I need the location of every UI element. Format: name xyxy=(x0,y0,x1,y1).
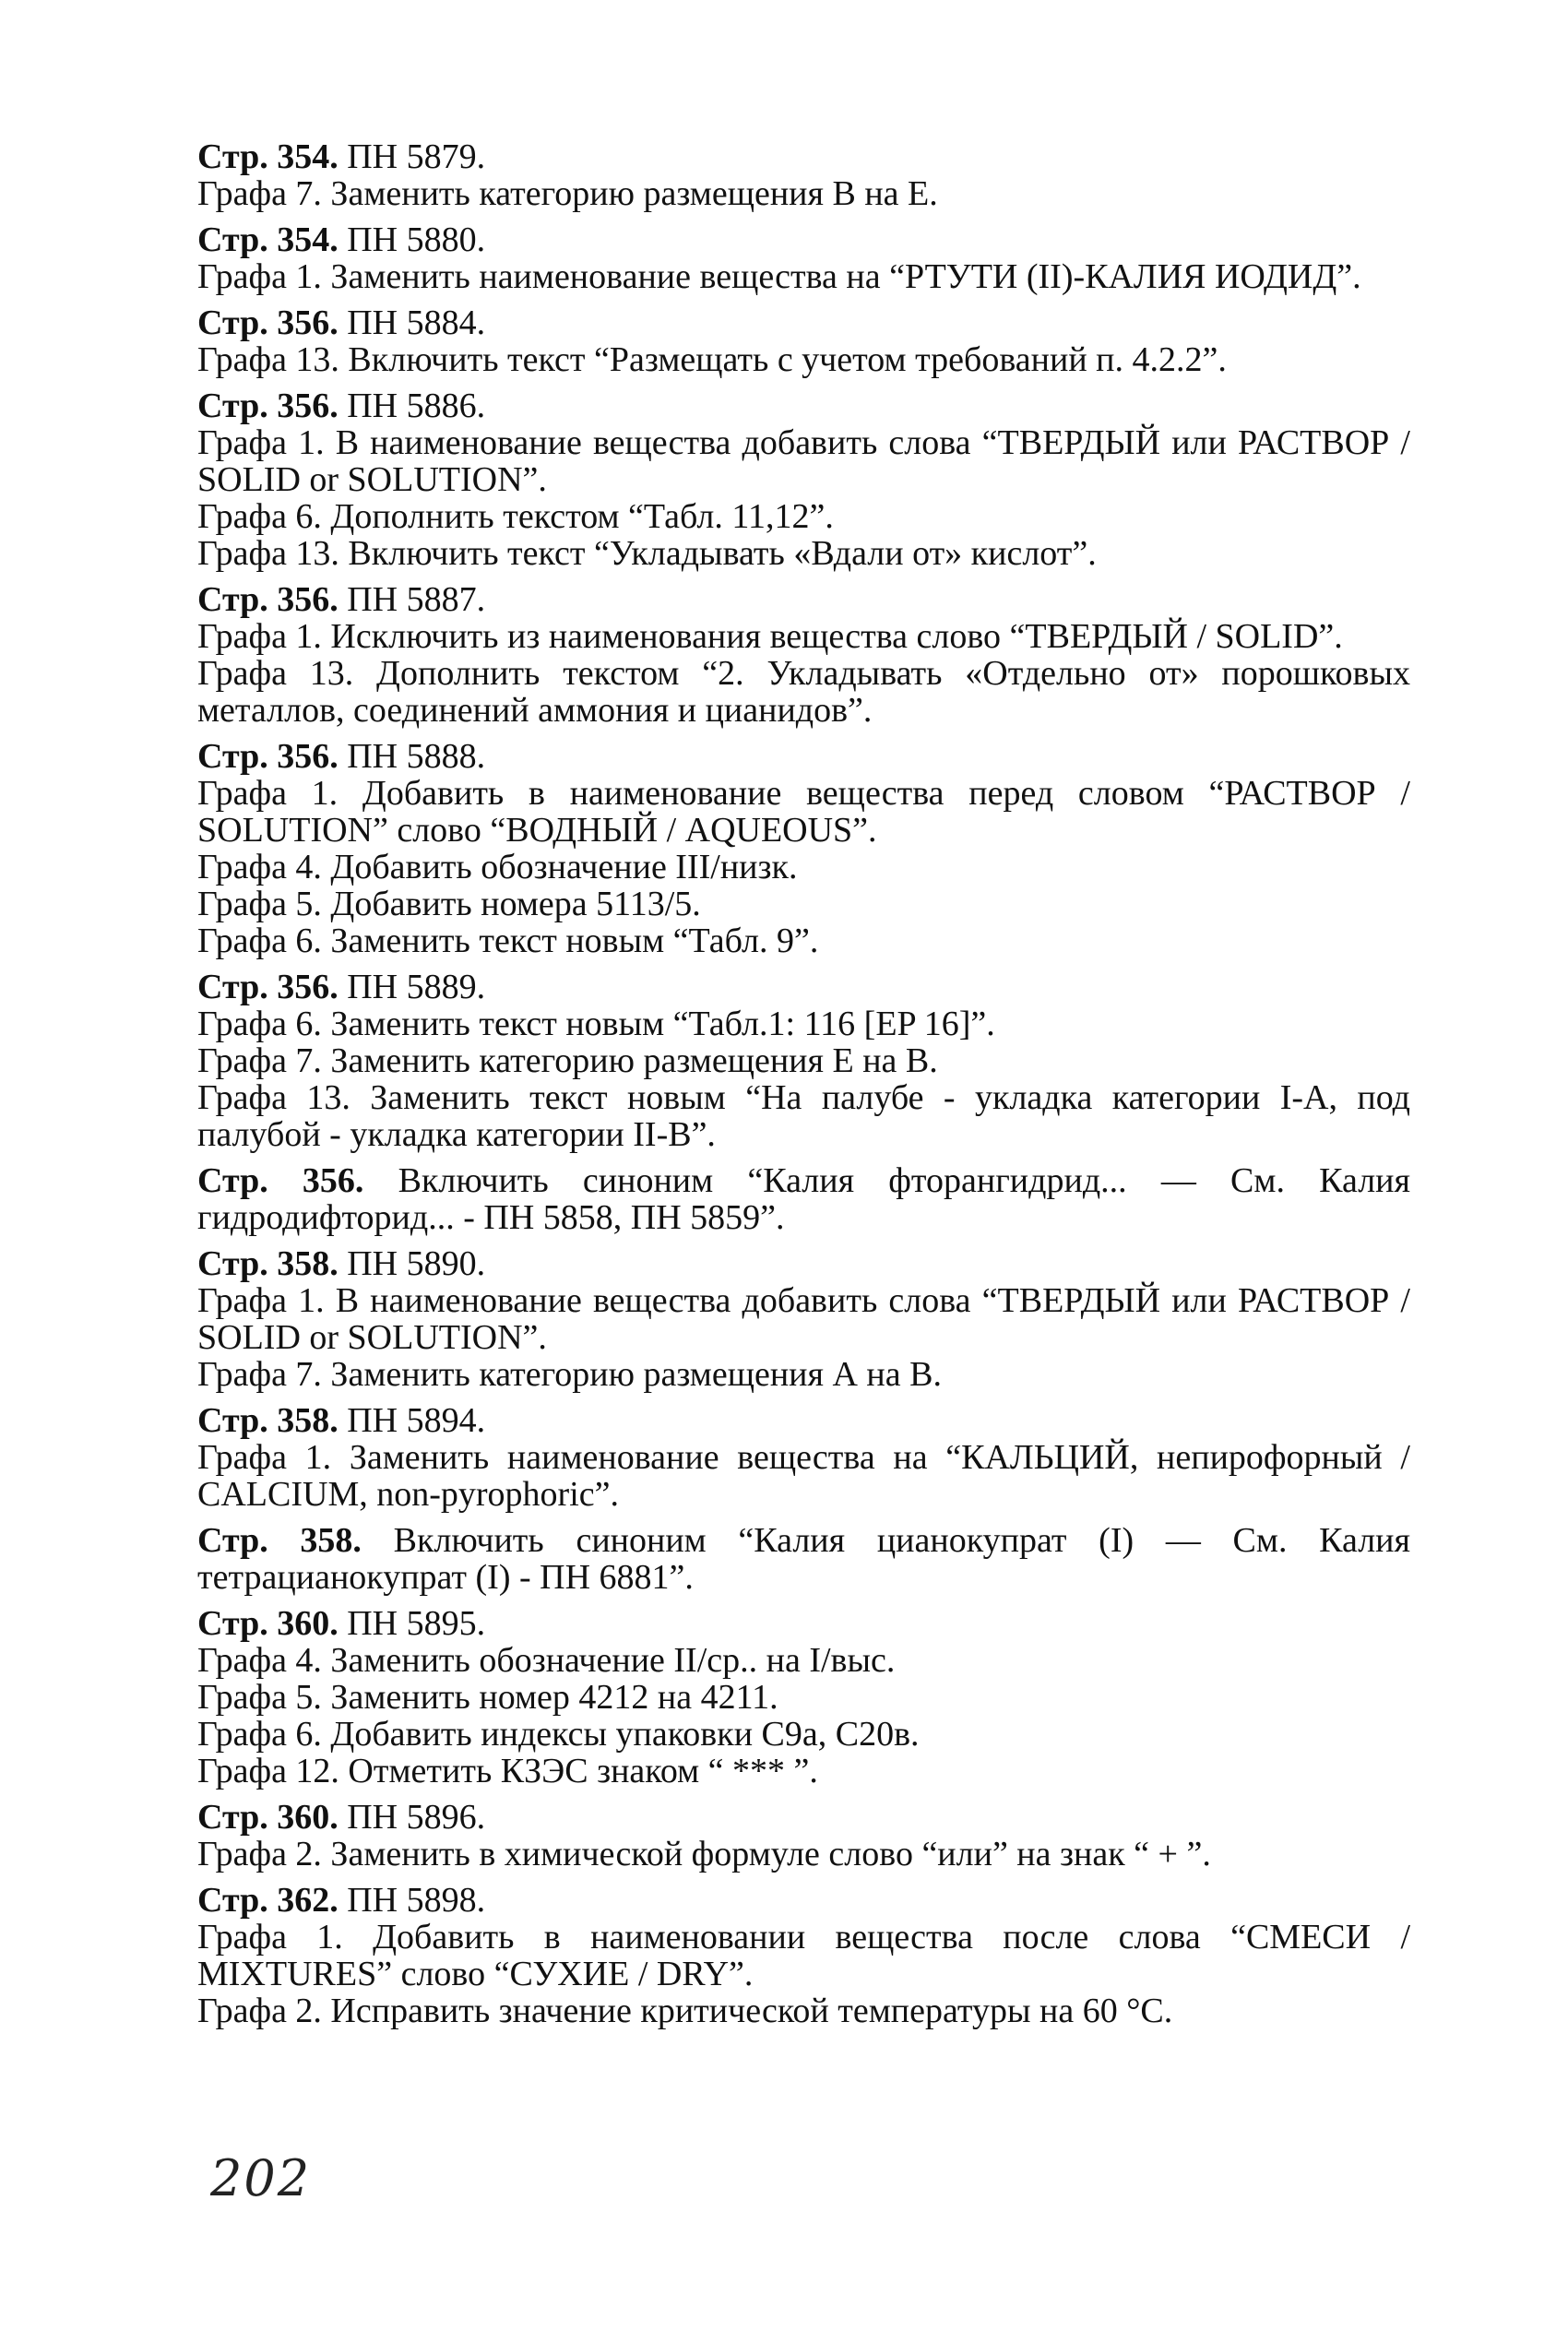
amendment-entry xyxy=(197,1882,1410,2029)
amendment-entry xyxy=(197,738,1410,959)
page-reference: Стр. 358. xyxy=(197,1401,339,1440)
column-instruction: Графа 7. Заменить категорию размещения Е на В. xyxy=(197,1041,938,1080)
column-instruction: Графа 6. Заменить текст новым “Табл.1: 116 [EP 16]”. xyxy=(197,1005,995,1043)
entry-reference: ПН 5898. xyxy=(338,1881,486,1920)
column-instruction: Графа 5. Добавить номера 5113/5. xyxy=(197,885,701,923)
column-instruction: Графа 13. Включить текст “Размещать с учетом требований п. 4.2.2”. xyxy=(197,340,1227,379)
column-instruction: Графа 1. В наименование вещества добавить слова “ТВЕРДЫЙ или РАСТВОР / SOLID or SOLUTION”. xyxy=(197,423,1410,499)
amendment-entry xyxy=(197,1402,1410,1513)
amendment-entry xyxy=(197,138,1410,212)
amendment-entry xyxy=(197,1162,1410,1236)
entry-heading xyxy=(197,969,1410,1005)
column-instruction: Графа 2. Заменить в химической формуле слово “или” на знак “ + ”. xyxy=(197,1835,1211,1873)
entry-reference: Включить синоним “Калия фторангидрид... — См. Калия гидродифторид... - ПН 5858, ПН 5859”. xyxy=(197,1161,1410,1237)
page-reference: Стр. 356. xyxy=(197,580,339,619)
entry-heading xyxy=(197,1799,1410,1836)
handwritten-page-number: 202 xyxy=(210,2149,312,2207)
entry-heading xyxy=(197,138,1410,175)
entry-reference: ПН 5886. xyxy=(338,387,486,425)
entry-reference: ПН 5887. xyxy=(338,580,486,619)
column-instruction: Графа 13. Дополнить текстом “2. Укладывать «Отдельно от» порошковых металлов, соединений аммония и цианидов”. xyxy=(197,654,1410,730)
amendment-entry xyxy=(197,581,1410,729)
column-instruction: Графа 1. Заменить наименование вещества на “РТУТИ (II)-КАЛИЯ ИОДИД”. xyxy=(197,257,1361,296)
page-reference: Стр. 360. xyxy=(197,1798,339,1837)
column-instruction: Графа 6. Заменить текст новым “Табл. 9”. xyxy=(197,922,819,960)
entry-reference: ПН 5895. xyxy=(338,1604,486,1643)
column-instruction: Графа 7. Заменить категорию размещения А на В. xyxy=(197,1355,942,1394)
entry-heading xyxy=(197,738,1410,775)
page-reference: Стр. 356. xyxy=(197,387,339,425)
column-instruction: Графа 1. Добавить в наименовании вещества после слова “СМЕСИ / MIXTURES” слово “СУХИЕ / DRY”. xyxy=(197,1918,1410,1993)
column-instruction: Графа 2. Исправить значение критической температуры на 60 °С. xyxy=(197,1992,1173,2030)
entry-reference: ПН 5894. xyxy=(338,1401,486,1440)
page-reference: Стр. 358. xyxy=(197,1244,339,1283)
entry-reference: Включить синоним “Калия цианокупрат (I) — См. Калия тетрацианокупрат (I) - ПН 6881”. xyxy=(197,1521,1410,1597)
document-body xyxy=(197,138,1410,2039)
page-reference: Стр. 362. xyxy=(197,1881,339,1920)
entry-heading xyxy=(197,221,1410,258)
entry-heading xyxy=(197,387,1410,424)
entry-reference: ПН 5896. xyxy=(338,1798,486,1837)
entry-reference: ПН 5888. xyxy=(338,737,486,776)
page-reference: Стр. 360. xyxy=(197,1604,339,1643)
entry-heading xyxy=(197,1605,1410,1642)
page-reference: Стр. 356. xyxy=(197,737,339,776)
column-instruction: Графа 13. Включить текст “Укладывать «Вдали от» кислот”. xyxy=(197,534,1097,573)
amendment-entry xyxy=(197,969,1410,1153)
amendment-entry xyxy=(197,1799,1410,1873)
entry-reference: ПН 5889. xyxy=(338,968,486,1006)
column-instruction: Графа 13. Заменить текст новым “На палубе - укладка категории I-A, под палубой - укладка категории II-B”. xyxy=(197,1078,1410,1154)
column-instruction: Графа 1. В наименование вещества добавить слова “ТВЕРДЫЙ или РАСТВОР / SOLID or SOLUTION”. xyxy=(197,1281,1410,1357)
column-instruction: Графа 5. Заменить номер 4212 на 4211. xyxy=(197,1678,778,1717)
entry-heading xyxy=(197,1402,1410,1439)
page-reference: Стр. 356. xyxy=(197,1161,364,1200)
amendment-entry xyxy=(197,1522,1410,1596)
entry-heading xyxy=(197,1245,1410,1282)
entry-reference: ПН 5879. xyxy=(338,137,486,176)
page-reference: Стр. 356. xyxy=(197,303,339,342)
entry-heading xyxy=(197,581,1410,618)
column-instruction: Графа 1. Добавить в наименование вещества перед словом “РАСТВОР / SOLUTION” слово “ВОДНЫЙ / AQUEOUS”. xyxy=(197,774,1410,850)
column-instruction: Графа 1. Исключить из наименования вещества слово “ТВЕРДЫЙ / SOLID”. xyxy=(197,617,1343,656)
amendment-entry xyxy=(197,387,1410,572)
column-instruction: Графа 6. Добавить индексы упаковки С9а, С20в. xyxy=(197,1715,920,1754)
amendment-entry xyxy=(197,1245,1410,1393)
entry-reference: ПН 5890. xyxy=(338,1244,486,1283)
page-reference: Стр. 358. xyxy=(197,1521,362,1560)
entry-heading xyxy=(197,304,1410,341)
entry-heading xyxy=(197,1162,1410,1236)
column-instruction: Графа 4. Заменить обозначение II/ср.. на I/выс. xyxy=(197,1641,896,1680)
page-reference: Стр. 356. xyxy=(197,968,339,1006)
amendment-entry xyxy=(197,304,1410,378)
entry-heading xyxy=(197,1522,1410,1596)
column-instruction: Графа 1. Заменить наименование вещества на “КАЛЬЦИЙ, непирофорный / CALCIUM, non-pyrophoric”. xyxy=(197,1438,1410,1514)
amendment-entry xyxy=(197,1605,1410,1790)
entry-reference: ПН 5880. xyxy=(338,220,486,259)
column-instruction: Графа 6. Дополнить текстом “Табл. 11,12”. xyxy=(197,497,834,536)
column-instruction: Графа 12. Отметить КЗЭС знаком “ *** ”. xyxy=(197,1752,818,1790)
amendment-entry xyxy=(197,221,1410,295)
page-reference: Стр. 354. xyxy=(197,137,339,176)
entry-reference: ПН 5884. xyxy=(338,303,486,342)
column-instruction: Графа 7. Заменить категорию размещения В на Е. xyxy=(197,174,938,213)
page-reference: Стр. 354. xyxy=(197,220,339,259)
column-instruction: Графа 4. Добавить обозначение III/низк. xyxy=(197,848,798,886)
entry-heading xyxy=(197,1882,1410,1919)
